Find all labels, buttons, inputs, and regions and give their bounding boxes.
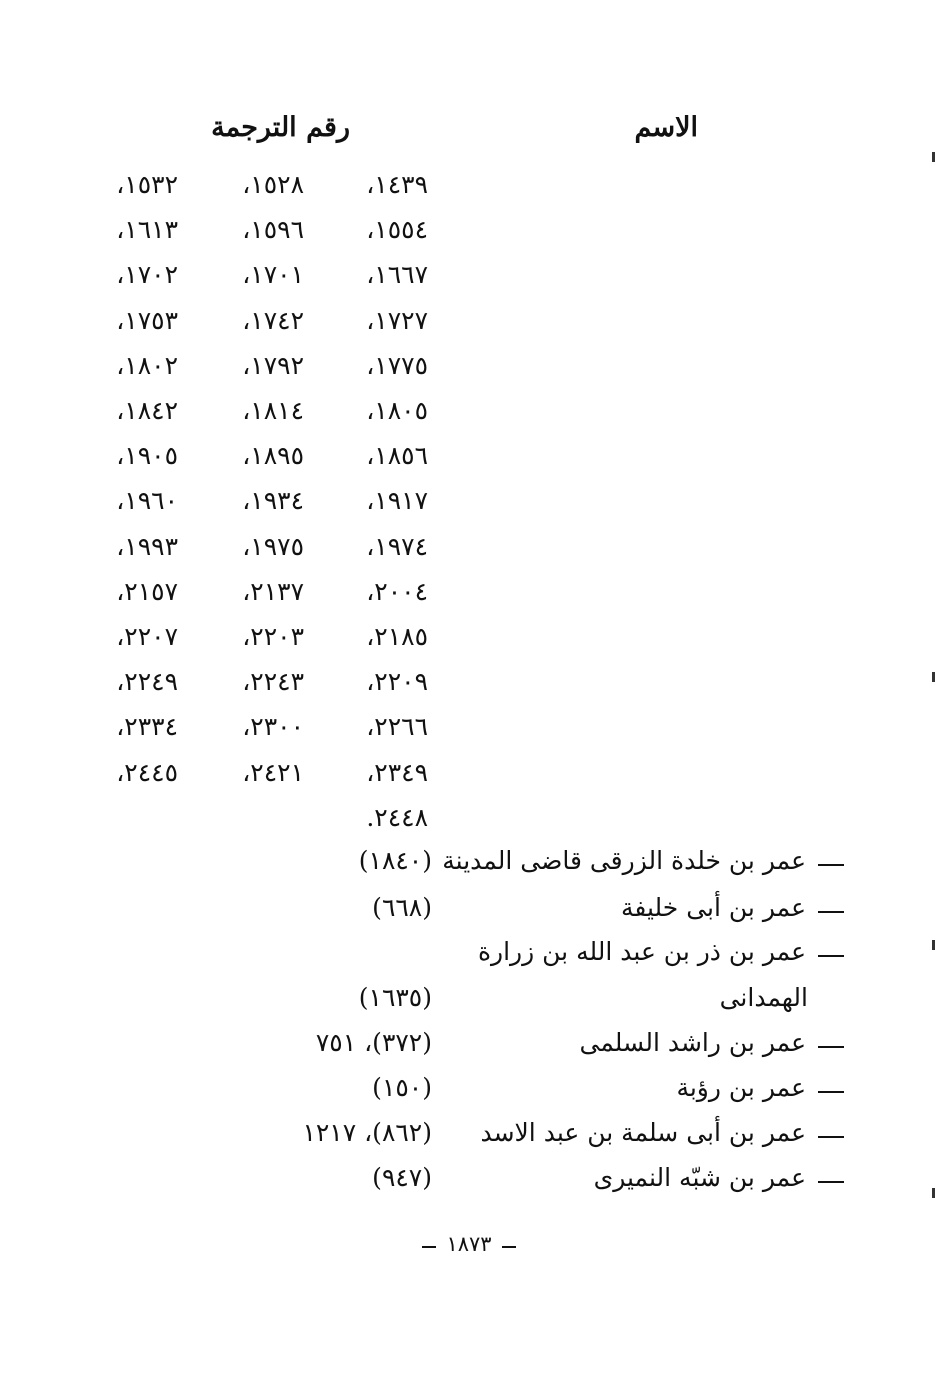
translation-number: ٢٢٦٦، <box>366 712 428 741</box>
entry-dash <box>818 1181 844 1183</box>
entry-dash <box>818 911 844 913</box>
name-entry <box>0 1073 938 1113</box>
entry-reference: (٩٤٧) <box>372 1163 432 1192</box>
translation-number: ٢٣٣٤، <box>116 712 178 741</box>
translation-number: ١٤٣٩، <box>366 170 428 199</box>
translation-number: ١٧٧٥، <box>366 351 428 380</box>
translation-number: ١٧٠١، <box>242 260 304 289</box>
entry-name: عمر بن شبّه النميرى <box>593 1163 806 1192</box>
entry-reference: (٨٦٢)، ١٢١٧ <box>302 1118 432 1147</box>
translation-number: ١٨٥٦، <box>366 441 428 470</box>
translation-number: ١٥٣٢، <box>116 170 178 199</box>
translation-number: ١٩٦٠، <box>116 486 178 515</box>
translation-number: ١٥٢٨، <box>242 170 304 199</box>
translation-number: ١٨٠٥، <box>366 396 428 425</box>
entry-name: عمر بن رؤبة <box>676 1073 806 1102</box>
name-entry <box>0 1028 938 1068</box>
entry-name: عمر بن خلدة الزرقى قاضى المدينة <box>442 846 806 875</box>
page-number <box>414 1232 524 1262</box>
translation-number: ٢٤٢١، <box>242 758 304 787</box>
translation-number: ٢٠٠٤، <box>366 577 428 606</box>
margin-mark <box>932 940 935 950</box>
translation-number: ٢٢٤٣، <box>242 667 304 696</box>
name-entry <box>0 1118 938 1158</box>
translation-number: ١٩٧٤، <box>366 532 428 561</box>
translation-number: ١٧٤٢، <box>242 306 304 335</box>
translation-number: ١٩٧٥، <box>242 532 304 561</box>
entry-name: عمر بن أبى سلمة بن عبد الاسد <box>480 1118 806 1147</box>
translation-number: ١٧٠٢، <box>116 260 178 289</box>
translation-number: ١٩٣٤، <box>242 486 304 515</box>
margin-mark <box>932 1188 935 1198</box>
entry-dash <box>818 955 844 957</box>
name-entry <box>0 937 938 977</box>
entry-name: عمر بن أبى خليفة <box>620 893 806 922</box>
translation-number: ١٧٢٧، <box>366 306 428 335</box>
translation-number: ١٧٥٣، <box>116 306 178 335</box>
entry-dash <box>818 1136 844 1138</box>
translation-number: ٢٤٤٥، <box>116 758 178 787</box>
entry-reference: (١٨٤٠) <box>358 846 432 875</box>
name-entry <box>0 846 938 886</box>
translation-number: ١٥٩٦، <box>242 215 304 244</box>
name-entry <box>0 893 938 933</box>
entry-reference: (١٥٠) <box>372 1073 432 1102</box>
translation-number: ٢٣٤٩، <box>366 758 428 787</box>
entry-dash <box>818 1046 844 1048</box>
entry-dash <box>818 864 844 866</box>
translation-number: ١٧٩٢، <box>242 351 304 380</box>
translation-number: ١٨٤٢، <box>116 396 178 425</box>
entry-name: عمر بن راشد السلمى <box>579 1028 806 1057</box>
translation-number: ١٨٩٥، <box>242 441 304 470</box>
name-entry <box>0 983 938 1023</box>
translation-number: ٢٤٤٨. <box>366 803 428 832</box>
translation-number: ١٥٥٤، <box>366 215 428 244</box>
translation-number: ٢٢٠٣، <box>242 622 304 651</box>
translation-number: ٢١٣٧، <box>242 577 304 606</box>
column-header-name: الاسم <box>634 112 698 143</box>
translation-number: ٢٣٠٠، <box>242 712 304 741</box>
entry-reference: (١٦٣٥) <box>358 983 432 1012</box>
translation-number: ٢٢٠٧، <box>116 622 178 651</box>
translation-number: ١٩٠٥، <box>116 441 178 470</box>
translation-number: ١٩١٧، <box>366 486 428 515</box>
translation-number: ٢١٥٧، <box>116 577 178 606</box>
translation-number: ١٦١٣، <box>116 215 178 244</box>
page-number-text: ١٨٧٣ <box>446 1232 492 1256</box>
translation-number: ١٨١٤، <box>242 396 304 425</box>
margin-mark <box>932 152 935 162</box>
name-entry <box>0 1163 938 1203</box>
entry-reference: (٦٦٨) <box>372 893 432 922</box>
translation-number: ١٩٩٣، <box>116 532 178 561</box>
entry-dash <box>818 1091 844 1093</box>
column-header-number: رقم الترجمة <box>211 112 350 143</box>
translation-number: ٢٢٠٩، <box>366 667 428 696</box>
entry-name: الهمدانى <box>719 983 808 1012</box>
margin-mark <box>932 672 935 682</box>
translation-number: ٢١٨٥، <box>366 622 428 651</box>
translation-number: ٢٢٤٩، <box>116 667 178 696</box>
translation-number: ١٦٦٧، <box>366 260 428 289</box>
translation-number: ١٨٠٢، <box>116 351 178 380</box>
entry-reference: (٣٧٢)، ٧٥١ <box>315 1028 432 1057</box>
entry-name: عمر بن ذر بن عبد الله بن زرارة <box>477 937 806 966</box>
